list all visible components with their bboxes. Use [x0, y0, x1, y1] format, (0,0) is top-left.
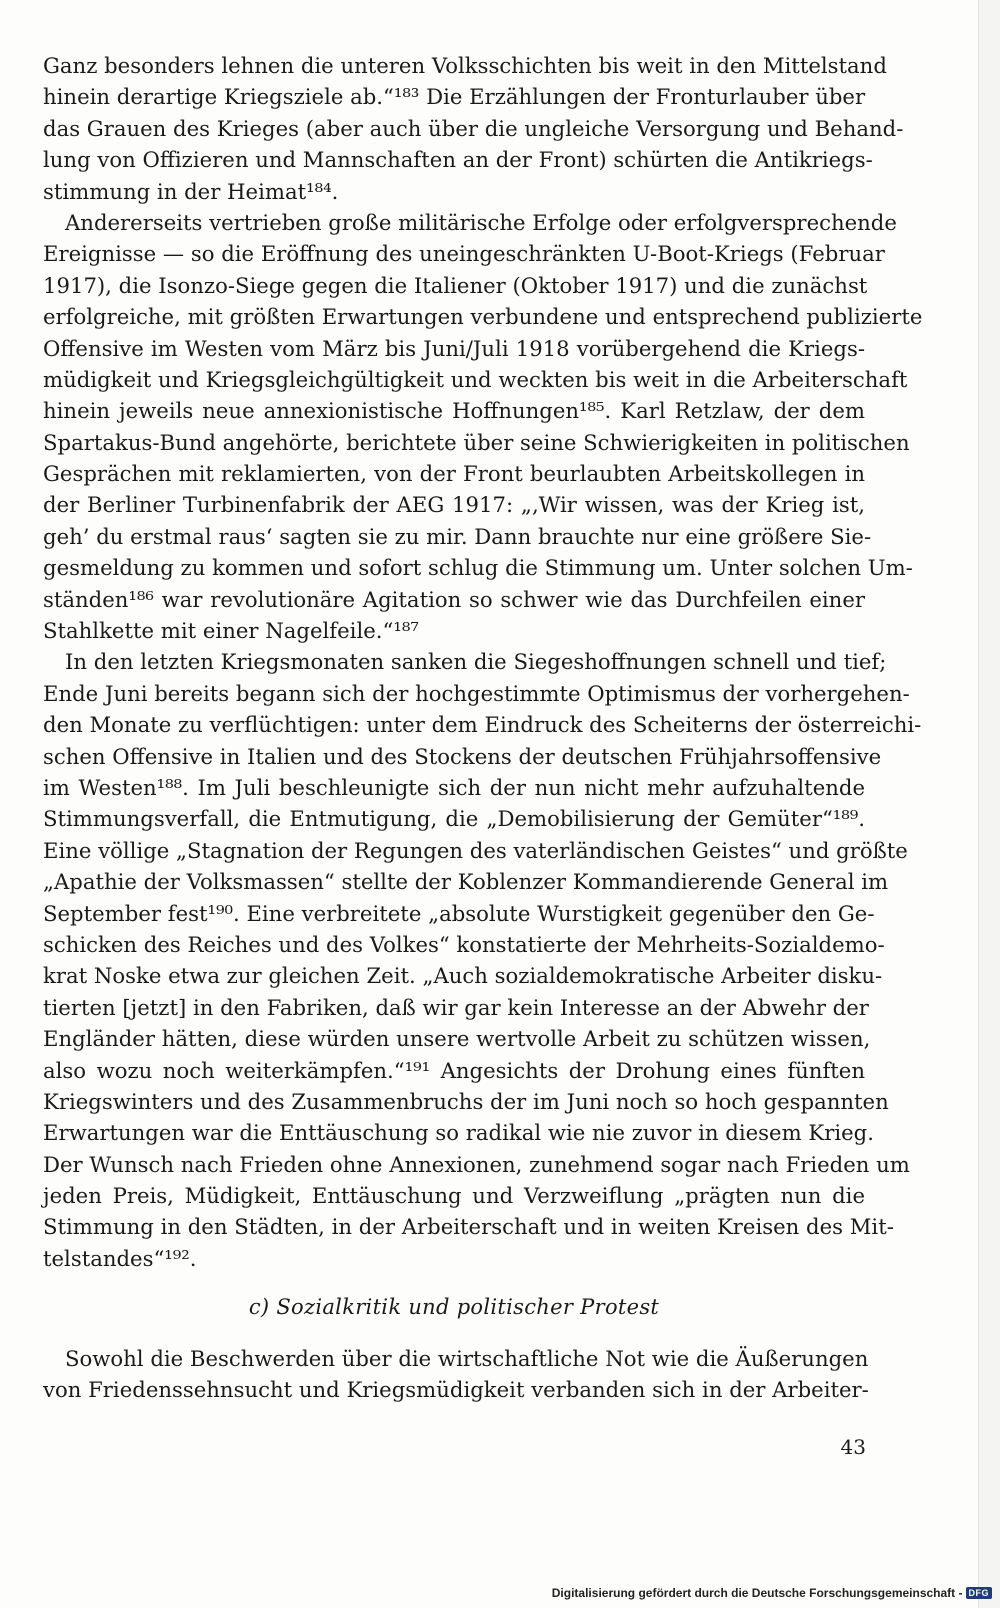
text-line: lung von Offizieren und Mannschaften an der Front) schürten die Antikriegs-: [43, 147, 873, 173]
text-line: Ganz besonders lehnen die unteren Volksschichten bis weit in den Mittelstand: [43, 53, 887, 78]
text-line: tierten [jetzt] in den Fabriken, daß wir gar kein Interesse an der Abwehr der: [43, 994, 869, 1020]
text-line: „Apathie der Volksmassen“ stellte der Koblenzer Kommandierende General im: [43, 869, 889, 895]
text-line: Stahlkette mit einer Nagelfeile.“¹⁸⁷: [43, 618, 419, 644]
text-line: Ende Juni bereits begann sich der hochgestimmte Optimismus der vorhergehen-: [43, 680, 910, 706]
text-line: also wozu noch weiterkämpfen.“¹⁹¹ Angesichts der Drohung eines fünften: [43, 1057, 865, 1083]
text-line: ständen¹⁸⁶ war revolutionäre Agitation so schwer wie das Durchfeilen einer: [43, 586, 865, 612]
text-line: der Berliner Turbinenfabrik der AEG 1917: „‚Wir wissen, was der Krieg ist,: [43, 492, 865, 518]
text-line: Offensive im Westen vom März bis Juni/Juli 1918 vorübergehend die Kriegs-: [43, 335, 865, 361]
text-line: 1917), die Isonzo-Siege gegen die Italiener (Oktober 1917) und die zunächst: [43, 272, 868, 298]
text-line: Erwartungen war die Enttäuschung so radikal wie nie zuvor in diesem Krieg.: [43, 1120, 874, 1146]
text-line: September fest¹⁹⁰. Eine verbreitete „absolute Wurstigkeit gegenüber den Ge-: [43, 900, 875, 926]
text-line: jeden Preis, Müdigkeit, Enttäuschung und Verzweiflung „prägten nun die: [43, 1183, 865, 1209]
text-line: das Grauen des Krieges (aber auch über die ungleiche Versorgung und Behand-: [43, 115, 904, 141]
page-number: 43: [840, 1435, 866, 1459]
text-line: schen Offensive in Italien und des Stockens der deutschen Frühjahrsoffensive: [43, 743, 882, 769]
text-line: hinein jeweils neue annexionistische Hoffnungen¹⁸⁵. Karl Retzlaw, der dem: [43, 398, 865, 424]
text-line: den Monate zu verflüchtigen: unter dem Eindruck des Scheiterns der österreichi-: [43, 712, 922, 738]
text-line: Kriegswinters und des Zusammenbruchs der im Juni noch so hoch gespannten: [43, 1088, 889, 1114]
digitization-footer: [552, 1586, 992, 1600]
text-line: erfolgreiche, mit größten Erwartungen verbundene und entsprechend publizierte: [43, 304, 923, 330]
text-line: stimmung in der Heimat¹⁸⁴.: [43, 178, 339, 204]
text-line: müdigkeit und Kriegsgleichgültigkeit und weckten bis weit in die Arbeiterschaft: [43, 366, 908, 392]
paragraph-2: [43, 207, 923, 646]
dfg-logo-icon: DFG: [966, 1587, 993, 1599]
paragraph-1: [43, 50, 904, 207]
text-line: In den letzten Kriegsmonaten sanken die Siegeshoffnungen schnell und tief;: [65, 649, 887, 675]
text-line: Engländer hätten, diese würden unsere wertvolle Arbeit zu schützen wissen,: [43, 1026, 871, 1052]
text-line: Der Wunsch nach Frieden ohne Annexionen, zunehmend sogar nach Frieden um: [43, 1151, 910, 1177]
text-line: geh’ du erstmal raus‘ sagten sie zu mir. Dann brauchte nur eine größere Sie-: [43, 523, 872, 549]
paragraph-3: [43, 646, 922, 1274]
page-body: [43, 50, 923, 1405]
text-line: Sowohl die Beschwerden über die wirtschaftliche Not wie die Äußerungen: [65, 1345, 869, 1371]
footer-text: Digitalisierung gefördert durch die Deutsche Forschungsgemeinschaft -: [551, 1586, 963, 1600]
text-line: Eine völlige „Stagnation der Regungen des vaterländischen Geistes“ und größte: [43, 837, 908, 863]
text-line: im Westen¹⁸⁸. Im Juli beschleunigte sich der nun nicht mehr aufzuhaltende: [43, 774, 865, 800]
text-line: hinein derartige Kriegsziele ab.“¹⁸³ Die Erzählungen der Fronturlauber über: [43, 84, 866, 110]
text-line: Stimmungsverfall, die Entmutigung, die „Demobilisierung der Gemüter“¹⁸⁹.: [43, 806, 865, 832]
text-line: Stimmung in den Städten, in der Arbeiterschaft und in weiten Kreisen des Mit-: [43, 1214, 894, 1240]
section-heading: c) Sozialkritik und politischer Protest: [248, 1295, 660, 1320]
text-line: Andererseits vertrieben große militärische Erfolge oder erfolgversprechende: [65, 209, 897, 235]
text-line: schicken des Reiches und des Volkes“ konstatierte der Mehrheits-Sozialdemo-: [43, 931, 885, 957]
paragraph-4: [43, 1343, 869, 1406]
text-line: Ereignisse — so die Eröffnung des uneingeschränkten U-Boot-Kriegs (Februar: [43, 241, 885, 267]
text-line: Spartakus-Bund angehörte, berichtete über seine Schwierigkeiten in politischen: [43, 429, 910, 455]
text-line: von Friedenssehnsucht und Kriegsmüdigkeit verbanden sich in der Arbeiter-: [43, 1377, 869, 1403]
text-line: krat Noske etwa zur gleichen Zeit. „Auch sozialdemokratische Arbeiter disku-: [43, 963, 883, 989]
text-line: gesmeldung zu kommen und sofort schlug die Stimmung um. Unter solchen Um-: [43, 555, 913, 581]
scan-margin: [978, 0, 1000, 1608]
text-line: Gesprächen mit reklamierten, von der Front beurlaubten Arbeitskollegen in: [43, 461, 865, 487]
text-line: telstandes“¹⁹².: [43, 1245, 197, 1271]
